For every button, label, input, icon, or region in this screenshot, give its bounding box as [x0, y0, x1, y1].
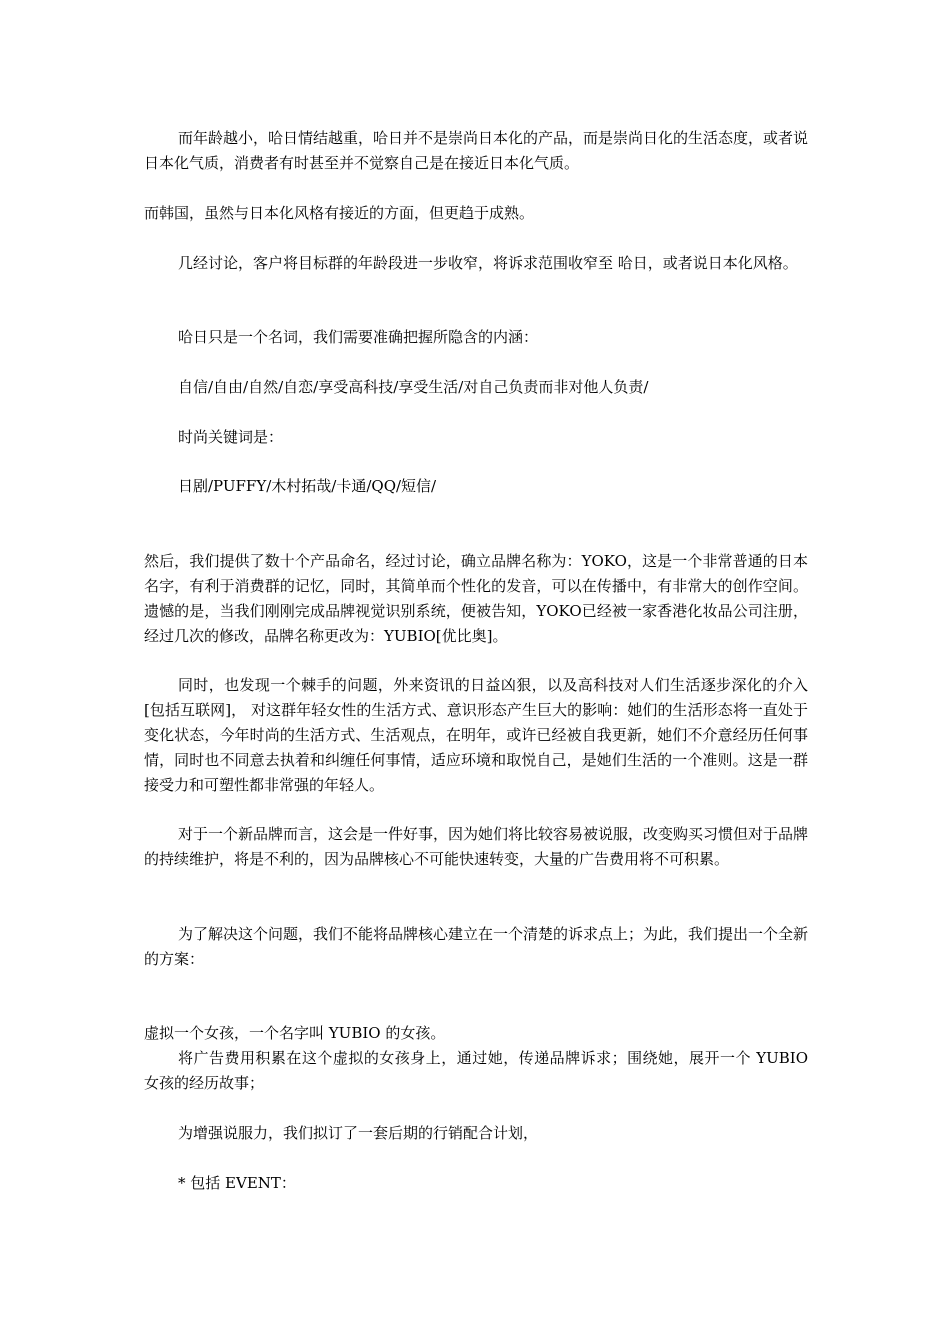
- paragraph-9: 同时，也发现一个棘手的问题，外来资讯的日益凶狠，以及高科技对人们生活逐步深化的介入[包括互联网]， 对这群年轻女性的生活方式、意识形态产生巨大的影响：她们的生活形态将一直处于变化状态，今年时尚的生活方式、生活观点，在明年，或许已经被自我更新，她们不介意经历任何事情，同时也不同意去执着和纠缠任何事情，适应环境和取悦自己，是她们生活的一个准则。这是一群接受力和可塑性都非常强的年轻人。: [144, 676, 808, 794]
- paragraph-15: * 包括 EVENT：: [178, 1174, 296, 1192]
- paragraph-12: 虚拟一个女孩，一个名字叫 YUBIO 的女孩。: [144, 1024, 446, 1042]
- paragraph-14: 为增强说服力，我们拟订了一套后期的行销配合计划，: [178, 1124, 539, 1142]
- paragraph-10: 对于一个新品牌而言，这会是一件好事，因为她们将比较容易被说服，改变购买习惯但对于品牌的持续维护，将是不利的，因为品牌核心不可能快速转变，大量的广告费用将不可积累。: [144, 825, 809, 868]
- paragraph-2: 而韩国，虽然与日本化风格有接近的方面，但更趋于成熟。: [144, 204, 535, 222]
- paragraph-1: 而年龄越小，哈日情结越重，哈日并不是崇尚日本化的产品，而是崇尚日化的生活态度，或者说日本化气质，消费者有时甚至并不觉察自己是在接近日本化气质。: [144, 129, 809, 172]
- paragraph-6: 时尚关键词是：: [178, 428, 284, 446]
- paragraph-3: 几经讨论，客户将目标群的年龄段进一步收窄，将诉求范围收窄至 哈日，或者说日本化风格。: [178, 254, 798, 272]
- paragraph-5: 自信/自由/自然/自恋/享受高科技/享受生活/对自己负责而非对他人负责/: [178, 378, 649, 396]
- paragraph-11: 为了解决这个问题，我们不能将品牌核心建立在一个清楚的诉求点上；为此，我们提出一个全新的方案：: [144, 925, 809, 968]
- paragraph-13: 将广告费用积累在这个虚拟的女孩身上，通过她，传递品牌诉求；围绕她，展开一个 YUBIO 女孩的经历故事；: [144, 1049, 808, 1092]
- paragraph-8: 然后，我们提供了数十个产品命名，经过讨论，确立品牌名称为：YOKO，这是一个非常普通的日本名字，有利于消费群的记忆，同时，其简单而个性化的发音，可以在传播中，有非常大的创作空间。遗憾的是，当我们刚刚完成品牌视觉识别系统，便被告知，YOKO已经被一家香港化妆品公司注册，经过几次的修改，品牌名称更改为：YUBIO[优比奥]。: [144, 552, 808, 645]
- paragraph-4: 哈日只是一个名词，我们需要准确把握所隐含的内涵：: [178, 328, 539, 346]
- paragraph-7: 日剧/PUFFY/木村拓哉/卡通/QQ/短信/: [178, 477, 437, 495]
